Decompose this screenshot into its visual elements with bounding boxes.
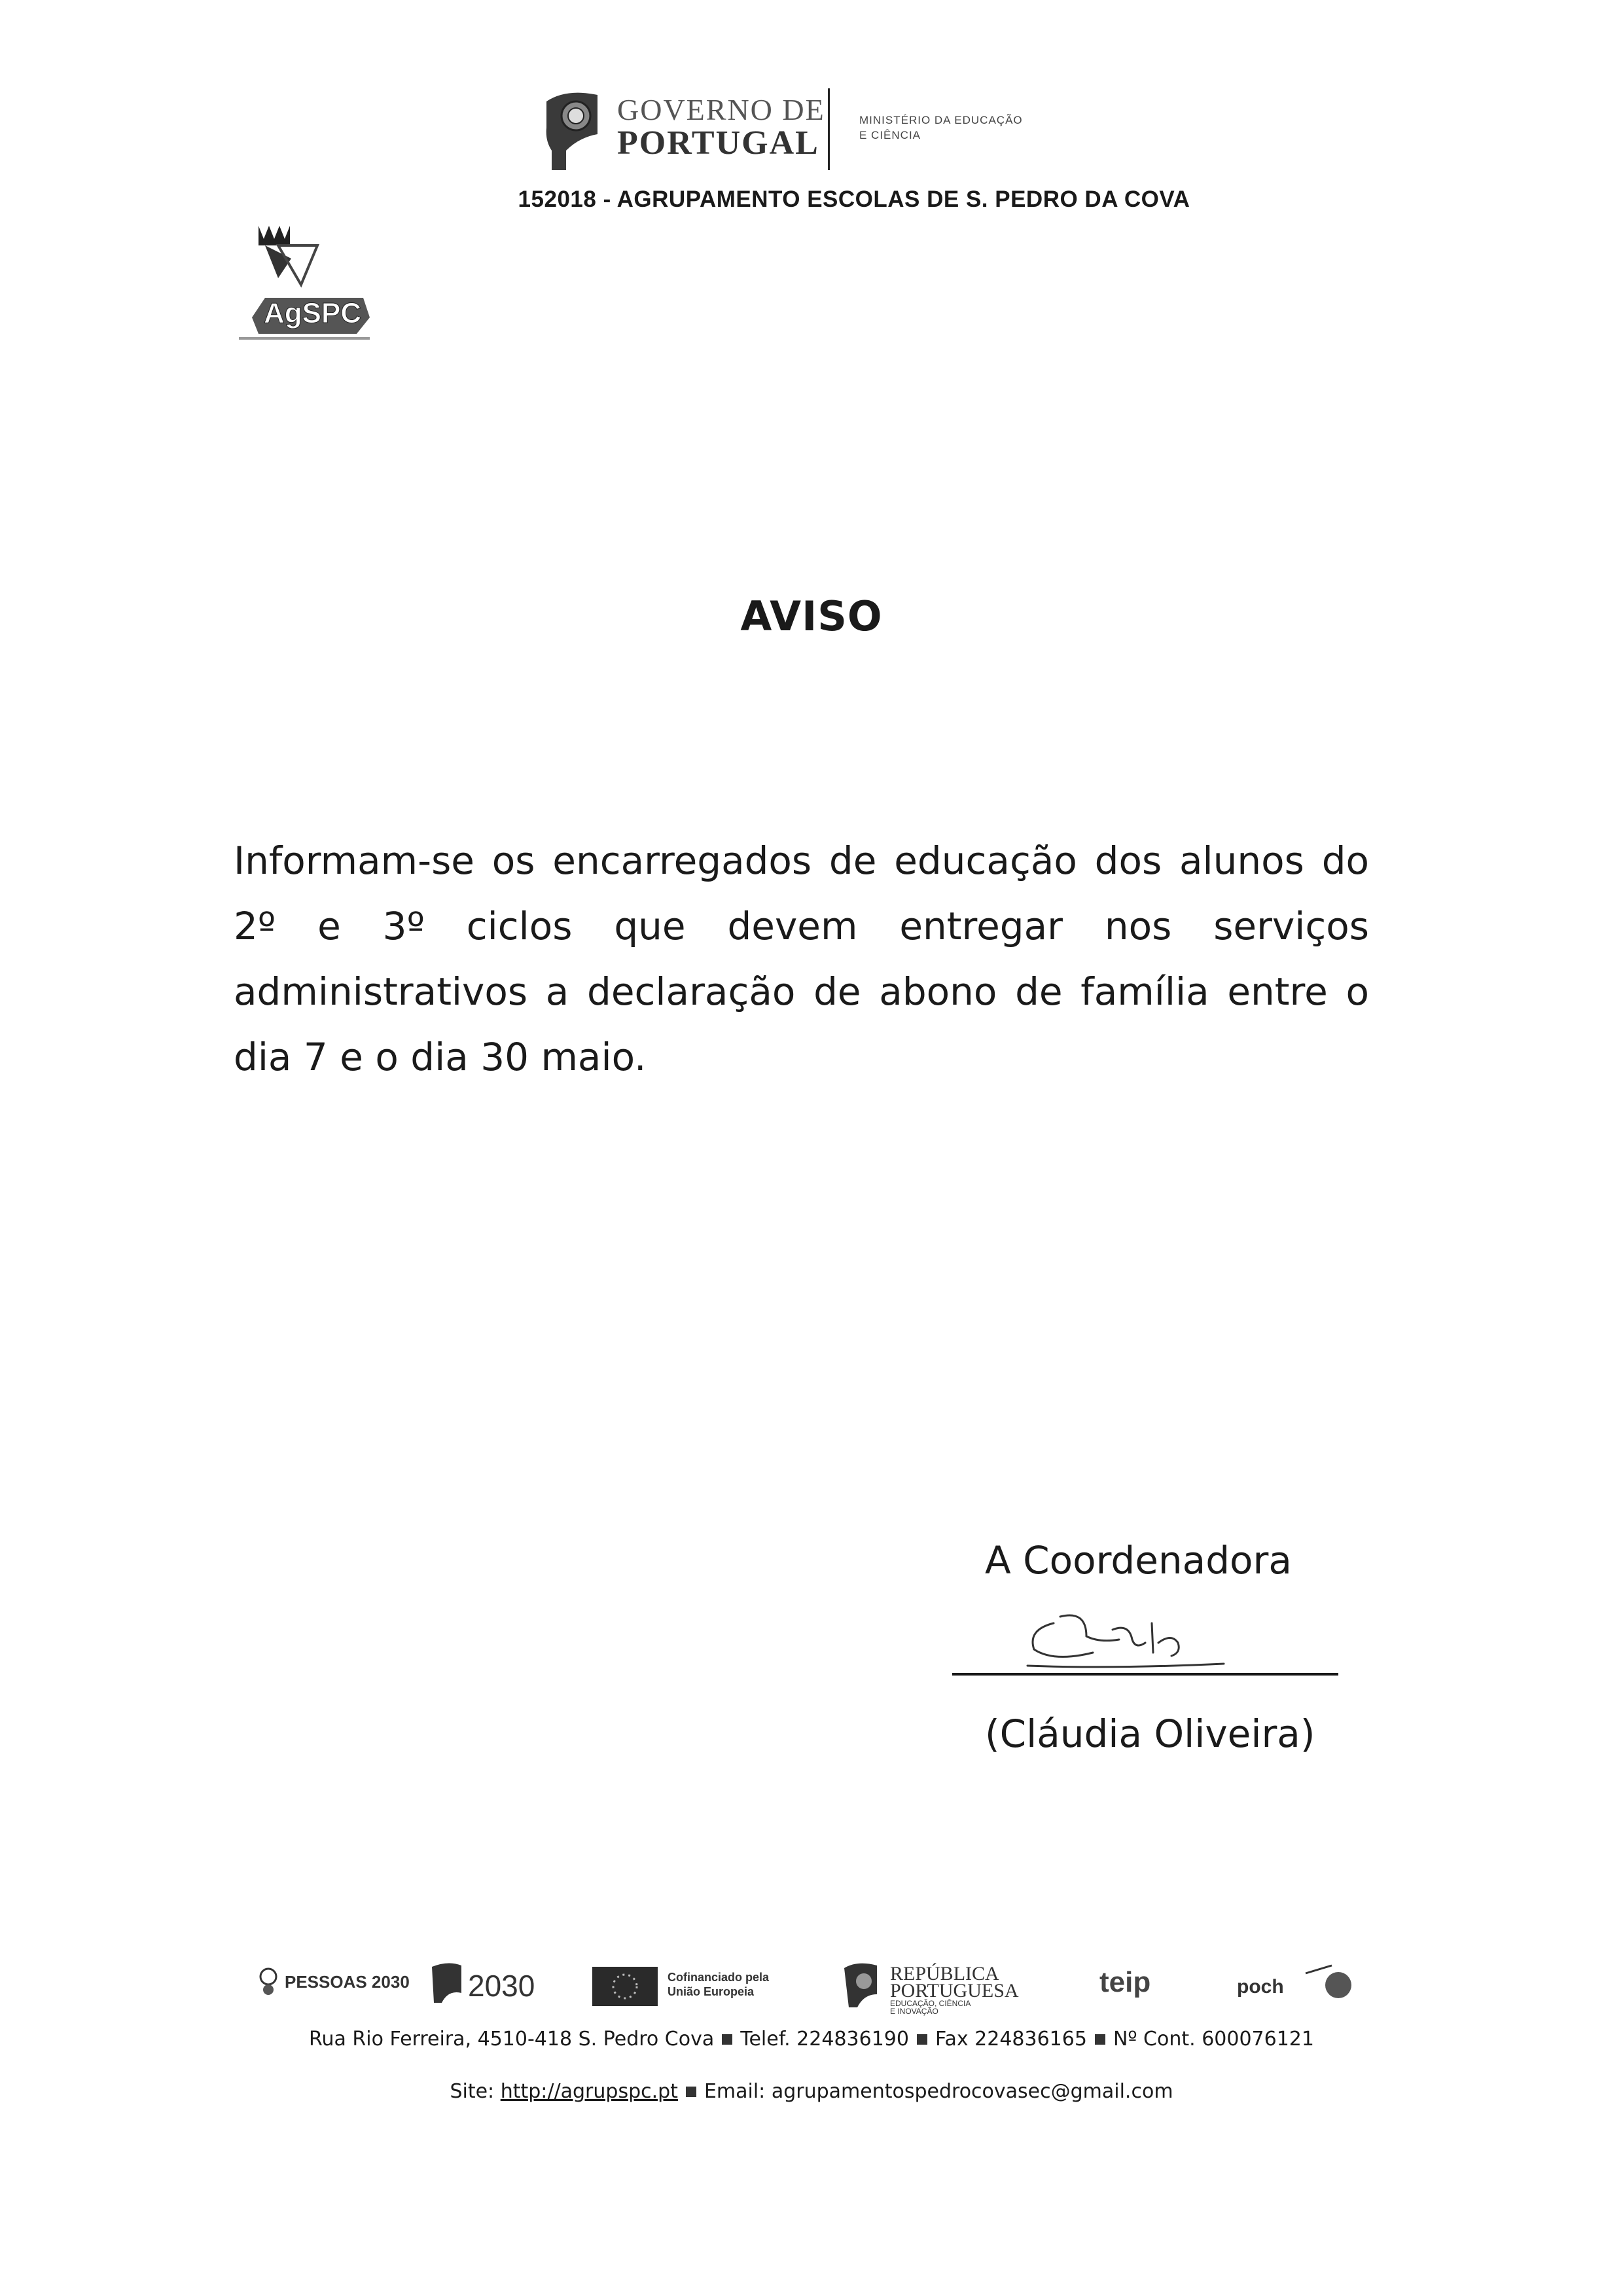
portugal-2030-logo xyxy=(429,1954,560,2013)
logo-divider xyxy=(828,88,830,170)
separator-square-icon xyxy=(1095,2034,1105,2045)
pessoas-logo-text: PESSOAS 2030 xyxy=(285,1972,410,1992)
poch-logo-text: poch xyxy=(1237,1976,1284,1998)
eu-line1: Cofinanciado pela xyxy=(668,1971,770,1984)
ministry-line2: E CIÊNCIA xyxy=(859,128,921,141)
school-title-text: 152018 - AGRUPAMENTO ESCOLAS DE S. PEDRO DA COVA xyxy=(518,187,1190,212)
email: Email: agrupamentospedrocovasec@gmail.com xyxy=(704,2080,1173,2103)
site-label: Site: xyxy=(450,2080,495,2103)
separator-square-icon xyxy=(917,2034,927,2045)
address: Rua Rio Ferreira, 4510-418 S. Pedro Cova xyxy=(309,2028,715,2051)
handwritten-signature xyxy=(1014,1604,1237,1676)
notice-title: AVISO xyxy=(740,592,883,640)
footer-logos xyxy=(252,1954,1364,2032)
rep-line3: EDUCAÇÃO, CIÊNCIA xyxy=(890,1999,971,2008)
contribuinte: Nº Cont. 600076121 xyxy=(1113,2028,1314,2051)
rep-line2: PORTUGUESA xyxy=(890,1980,1019,2001)
phone: Telef. 224836190 xyxy=(740,2028,909,2051)
notice-body: Informam-se os encarregados de educação dos alunos do 2º e 3º ciclos que devem entregar nos serviços administrativos a declaração de abono de família entre o dia 7 e o dia 30 maio. xyxy=(234,838,1369,1079)
rep-line4: E INOVAÇÃO xyxy=(890,2007,938,2016)
pessoas-2030-logo xyxy=(252,1954,410,2013)
signature-name: (Cláudia Oliveira) xyxy=(985,1712,1315,1756)
rep-line1: REPÚBLICA xyxy=(890,1963,999,1984)
signature-role: A Coordenadora xyxy=(985,1538,1292,1583)
republica-portuguesa-logo xyxy=(841,1954,1077,2016)
footer-site-line xyxy=(0,2080,1623,2103)
teip-logo xyxy=(1096,1954,1194,2013)
p2030-logo-text: 2030 xyxy=(468,1969,535,2003)
signature-line xyxy=(952,1673,1338,1676)
school-logo-text: AgSPC xyxy=(264,297,362,329)
ministry-name xyxy=(859,113,1023,143)
poch-logo xyxy=(1234,1954,1364,2013)
footer-address-line xyxy=(0,2028,1623,2051)
ministry-line1: MINISTÉRIO DA EDUCAÇÃO xyxy=(859,114,1023,126)
gov-line1: GOVERNO DE xyxy=(617,93,825,126)
government-logo xyxy=(540,88,1057,173)
government-wordmark xyxy=(617,95,825,160)
school-title xyxy=(0,187,1623,213)
site-link[interactable]: http://agrupspc.pt xyxy=(500,2080,678,2103)
separator-square-icon xyxy=(722,2034,732,2045)
portugal-emblem-icon xyxy=(540,88,602,173)
gov-line2: PORTUGAL xyxy=(617,124,819,162)
teip-logo-text: teip xyxy=(1099,1966,1151,1998)
fax: Fax 224836165 xyxy=(935,2028,1087,2051)
separator-square-icon xyxy=(686,2087,696,2097)
school-logo xyxy=(239,219,370,344)
eu-cofinanced-logo xyxy=(592,1954,808,2013)
eu-line2: União Europeia xyxy=(668,1985,755,1998)
